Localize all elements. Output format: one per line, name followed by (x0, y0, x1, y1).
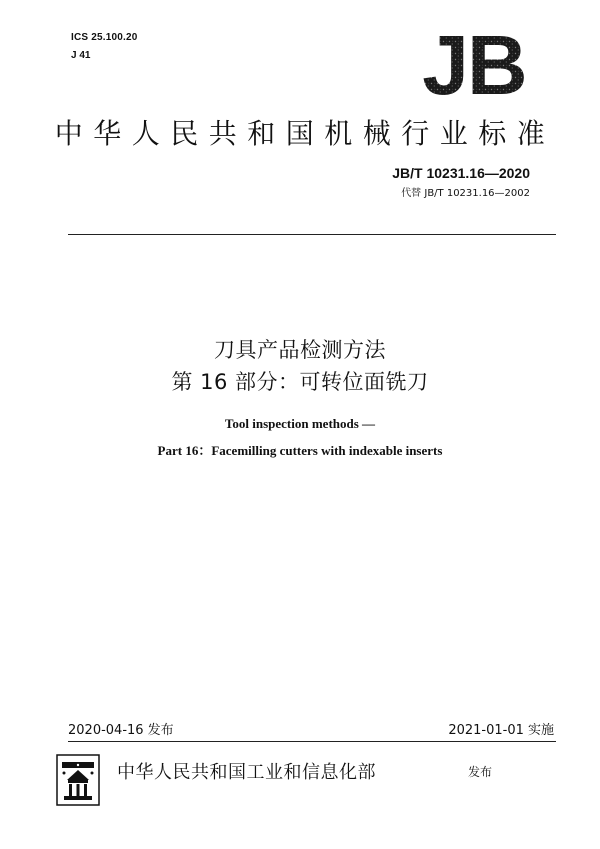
classification-code: J 41 (71, 50, 91, 61)
bottom-divider (68, 741, 556, 742)
top-divider (68, 234, 556, 235)
implementation-date: 2021-01-01 实施 (448, 723, 554, 738)
document-title-en-line1: Tool inspection methods — (224, 416, 376, 431)
document-title-cn-line2: 第 16 部分：可转位面铣刀 (171, 370, 429, 394)
standard-number: JB/T 10231.16—2020 (392, 165, 530, 181)
document-title-en-line2: Part 16：Facemilling cutters with indexable inserts (157, 443, 443, 458)
publish-date: 2020-04-16 发布 (68, 723, 174, 738)
jb-logo (412, 22, 536, 102)
document-title-cn-line1: 刀具产品检测方法 (214, 338, 386, 362)
issuing-action: 发布 (468, 765, 493, 779)
logo-text: JB (422, 22, 526, 102)
issuing-authority: 中华人民共和国工业和信息化部 (117, 762, 376, 783)
replaced-standard: 代替 JB/T 10231.16—2002 (401, 188, 530, 199)
ics-code: ICS 25.100.20 (71, 32, 138, 43)
ministry-emblem-icon (56, 754, 100, 806)
standard-category-title: 中华人民共和国机械行业标准 (54, 117, 556, 150)
